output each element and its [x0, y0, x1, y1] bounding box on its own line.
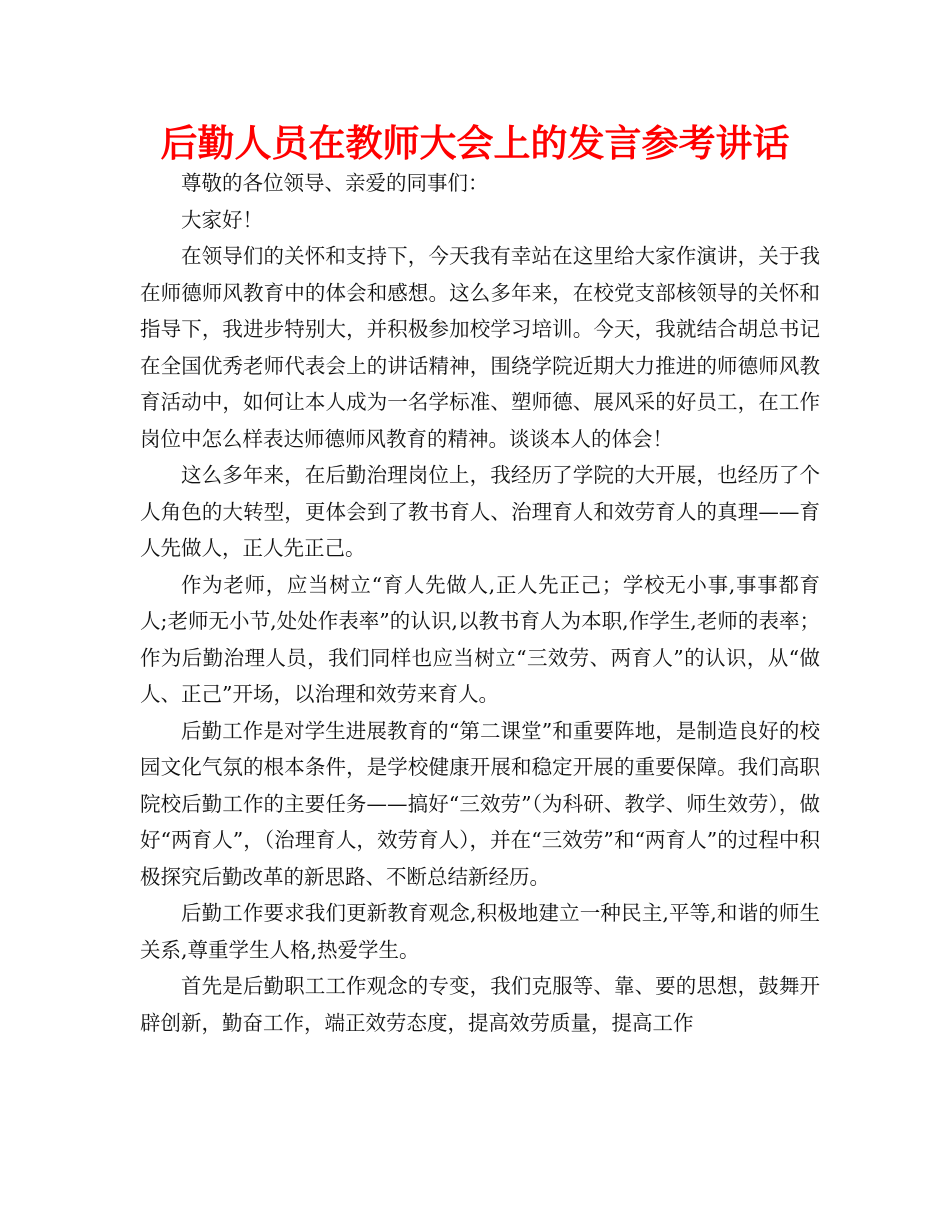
document-body: [140, 165, 820, 1041]
paragraph-education-concept: 后勤工作要求我们更新教育观念,积极地建立一种民主,平等,和谐的师生关系,尊重学生人格,热爱学生。: [140, 901, 820, 962]
document-title: 后勤人员在教师大会上的发言参考讲话: [160, 122, 790, 165]
paragraph-greeting: 大家好！: [181, 207, 263, 232]
paragraph-salutation: 尊敬的各位领导、亲爱的同事们：: [181, 171, 489, 195]
paragraph-experience: 这么多年来，在后勤治理岗位上，我经历了学院的大开展，也经历了个人角色的大转型，更体会到了教书育人、治理育人和效劳育人的真理——育人先做人，正人先正己。: [140, 463, 820, 560]
paragraph-first-point: 首先是后勤职工工作观念的专变，我们克服等、靠、要的思想，鼓舞开辟创新，勤奋工作，端正效劳态度，提高效劳质量，提高工作: [140, 974, 820, 1035]
paragraph-intro: 在领导们的关怀和支持下，今天我有幸站在这里给大家作演讲，关于我在师德师风教育中的体会和感想。这么多年来，在校党支部核领导的关怀和指导下，我进步特别大，并积极参加校学习培训。今天，我就结合胡总书记在全国优秀老师代表会上的讲话精神，围绕学院近期大力推进的师德师风教育活动中，如何让本人成为一名学标准、塑师德、展风采的好员工，在工作岗位中怎么样表达师德师风教育的精神。谈谈本人的体会！: [140, 244, 820, 451]
paragraph-teacher-role: 作为老师，应当树立“育人先做人,正人先正己；学校无小事,事事都育人;老师无小节,处处作表率”的认识,以教书育人为本职,作学生,老师的表率；作为后勤治理人员，我们同样也应当树立“三效劳、两育人”的认识，从“做人、正己”开场，以治理和效劳来育人。: [140, 572, 820, 706]
paragraph-logistics-work: 后勤工作是对学生进展教育的“第二课堂”和重要阵地，是制造良好的校园文化气氛的根本条件，是学校健康开展和稳定开展的重要保障。我们高职院校后勤工作的主要任务——搞好“三效劳”（为科研、教学、师生效劳），做好“两育人”，（治理育人，效劳育人），并在“三效劳”和“两育人”的过程中积极探究后勤改革的新思路、不断总结新经历。: [140, 718, 820, 889]
